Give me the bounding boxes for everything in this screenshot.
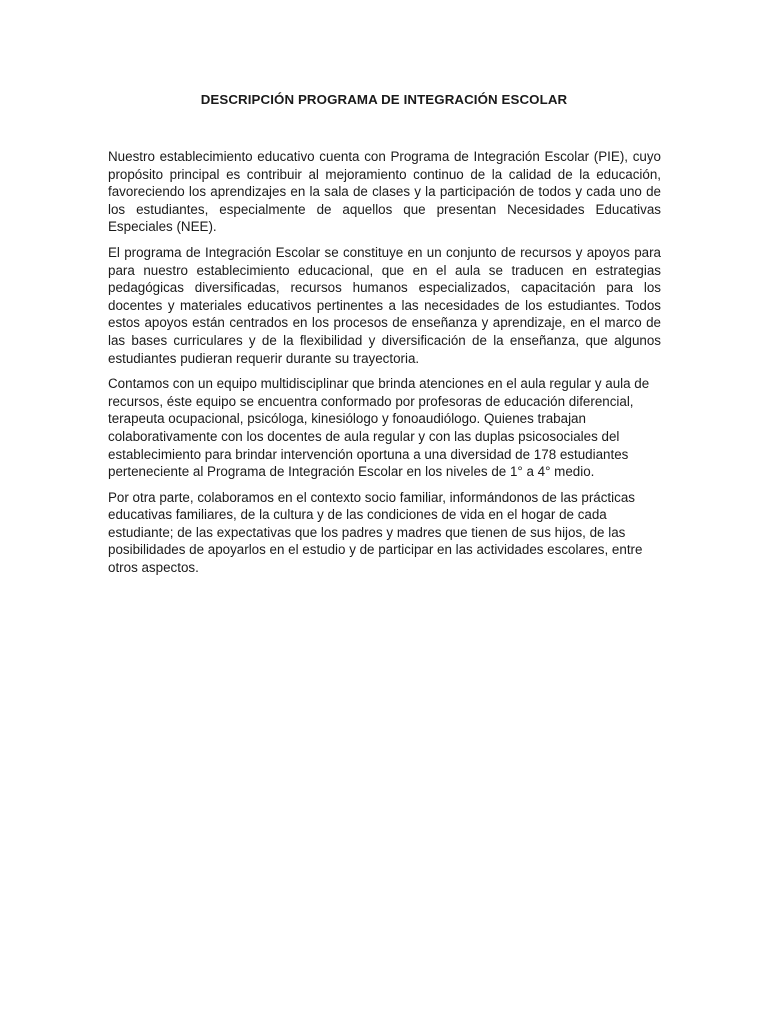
paragraph-family: Por otra parte, colaboramos en el contexto socio familiar, informándonos de las prácticas educativas familiares, de la cultura y de las condiciones de vida en el hogar de cada estudiante; de las expectativas que los padres y madres que tienen de sus hijos, de las posibilidades de apoyarlos en el estudio y de participar en las actividades escolares, entre otros aspectos. (108, 489, 643, 576)
paragraph-program: El programa de Integración Escolar se constituye en un conjunto de recursos y apoyos para para nuestro establecimiento educacional, que en el aula se traducen en estrategias pedagógicas diversificadas, recursos humanos especializados, capacitación para los docentes y materiales educativos pertinentes a las necesidades de los estudiantes. Todos estos apoyos están centrados en los procesos de enseñanza y aprendizaje, en el marco de las bases curriculares y de la flexibilidad y diversificación de la enseñanza, que algunos estudiantes pudieran requerir durante su trayectoria. (108, 244, 661, 366)
paragraph-intro: Nuestro establecimiento educativo cuenta con Programa de Integración Escolar (PIE), cuyo propósito principal es contribuir al mejoramiento continuo de la calidad de la educación, favoreciendo los aprendizajes en la sala de clases y la participación de todos y cada uno de los estudiantes, especialmente de aquellos que presentan Necesidades Educativas Especiales (NEE). (108, 149, 661, 235)
document-body (108, 148, 661, 585)
paragraph-team: Contamos con un equipo multidisciplinar que brinda atenciones en el aula regular y aula de recursos, éste equipo se encuentra conformado por profesoras de educación diferencial, terapeuta ocupacional, psicóloga, kinesiólogo y fonoaudiólogo. Quienes trabajan colaborativamente con los docentes de aula regular y con las duplas psicosociales del establecimiento para brindar intervención oportuna a una diversidad de 178 estudiantes perteneciente al Programa de Integración Escolar en los niveles de 1° a 4° medio. (108, 376, 650, 480)
document-title: DESCRIPCIÓN PROGRAMA DE INTEGRACIÓN ESCOLAR (200, 92, 568, 107)
